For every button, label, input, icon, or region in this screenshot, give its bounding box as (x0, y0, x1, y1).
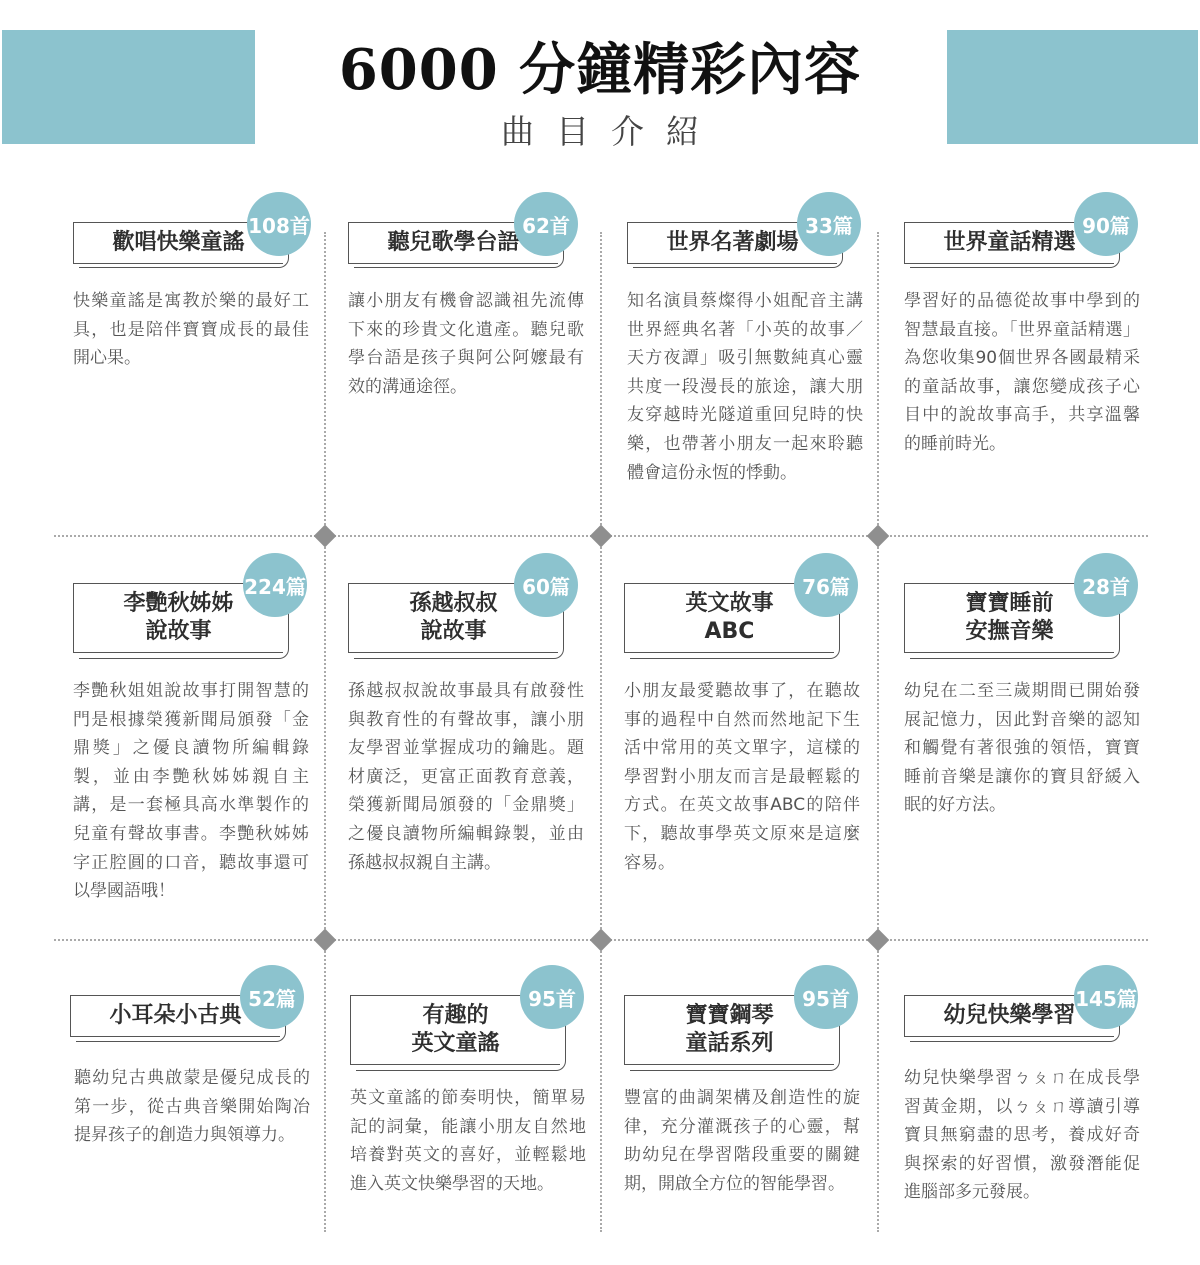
divider-diamond (867, 929, 890, 952)
program-description: 幼兒在二至三歲期間已開始發展記憶力，因此對音樂的認知和觸覺有著很強的領悟，寶寶睡前音樂是讓你的寶貝舒緩入眠的好方法。 (904, 681, 1140, 816)
divider-diamond (590, 929, 613, 952)
program-description: 幼兒快樂學習ㄅㄆㄇ在成長學習黃金期，以ㄅㄆㄇ導讀引導寶貝無窮盡的思考，養成好奇與探索的好習慣，激發潛能促進腦部多元發展。 (904, 1068, 1140, 1203)
count-badge: 95首 (520, 965, 584, 1029)
column-divider-1 (324, 232, 326, 1232)
program-name: 世界名著劇場 (627, 222, 837, 264)
count-badge: 145篇 (1074, 965, 1138, 1029)
program-name: 李艷秋姊姊 說故事 (73, 583, 283, 653)
count-badge: 52篇 (240, 965, 304, 1029)
program-description: 豐富的曲調架構及創造性的旋律，充分灌溉孩子的心靈，幫助幼兒在學習階段重要的關鍵期，開啟全方位的智能學習。 (624, 1088, 860, 1194)
program-description: 小朋友最愛聽故事了，在聽故事的過程中自然而然地記下生活中常用的英文單字，這樣的學習對小朋友而言是最輕鬆的方式。在英文故事ABC的陪伴下，聽故事學英文原來是這麼容易。 (624, 681, 860, 873)
program-name: 小耳朵小古典 (70, 995, 280, 1037)
program-name: 寶寶睡前 安撫音樂 (904, 583, 1114, 653)
program-description: 孫越叔叔說故事最具有啟發性與教育性的有聲故事，讓小朋友學習並掌握成功的鑰匙。題材廣泛，更富正面教育意義，榮獲新聞局頒發的「金鼎獎」之優良讀物所編輯錄製，並由孫越叔叔親自主講。 (348, 681, 584, 873)
divider-diamond (590, 525, 613, 548)
count-badge: 90篇 (1074, 192, 1138, 256)
divider-diamond (314, 525, 337, 548)
program-name: 歡唱快樂童謠 (73, 222, 283, 264)
column-divider-3 (877, 232, 879, 1232)
program-description: 英文童謠的節奏明快，簡單易記的詞彙，能讓小朋友自然地培養對英文的喜好，並輕鬆地進入英文快樂學習的天地。 (350, 1088, 586, 1194)
page-title: 6000 分鐘精彩內容 (338, 37, 862, 103)
count-badge: 62首 (514, 192, 578, 256)
program-description: 讓小朋友有機會認識祖先流傳下來的珍貴文化遺產。聽兒歌學台語是孩子與阿公阿嬤最有效的溝通途徑。 (348, 291, 584, 397)
count-badge: 60篇 (514, 553, 578, 617)
divider-diamond (867, 525, 890, 548)
count-badge: 108首 (247, 192, 311, 256)
count-badge: 224篇 (243, 553, 307, 617)
program-name: 世界童話精選 (904, 222, 1114, 264)
program-name: 孫越叔叔 說故事 (348, 583, 558, 653)
program-name: 寶寶鋼琴 童話系列 (624, 995, 834, 1065)
program-description: 知名演員蔡燦得小姐配音主講世界經典名著「小英的故事／天方夜譚」吸引無數純真心靈共度一段漫長的旅途，讓大朋友穿越時光隧道重回兒時的快樂，也帶著小朋友一起來聆聽體會這份永恆的悸動。 (627, 291, 863, 483)
count-badge: 95首 (794, 965, 858, 1029)
count-badge: 33篇 (797, 192, 861, 256)
divider-diamond (314, 929, 337, 952)
program-description: 快樂童謠是寓教於樂的最好工具，也是陪伴寶寶成長的最佳開心果。 (73, 291, 309, 369)
count-badge: 76篇 (794, 553, 858, 617)
page-subtitle: 曲目介紹 (501, 112, 721, 151)
program-name: 聽兒歌學台語 (348, 222, 558, 264)
program-description: 聽幼兒古典啟蒙是優兒成長的第一步，從古典音樂開始陶冶提昇孩子的創造力與領導力。 (74, 1068, 310, 1146)
column-divider-2 (600, 232, 602, 1232)
program-description: 學習好的品德從故事中學到的智慧最直接。「世界童話精選」為您收集90個世界各國最精采的童話故事，讓您變成孩子心目中的說故事高手，共享溫馨的睡前時光。 (904, 291, 1140, 454)
program-description: 李艷秋姐姐說故事打開智慧的門是根據榮獲新聞局頒發「金鼎獎」之優良讀物所編輯錄製，並由李艷秋姊姊親自主講，是一套極具高水準製作的兒童有聲故事書。李艷秋姊姊字正腔圓的口音，聽故事還可以學國語哦！ (73, 681, 309, 902)
count-badge: 28首 (1074, 553, 1138, 617)
program-name: 有趣的 英文童謠 (350, 995, 560, 1065)
program-name: 幼兒快樂學習 (904, 995, 1114, 1037)
program-name: 英文故事 ABC (624, 583, 834, 653)
